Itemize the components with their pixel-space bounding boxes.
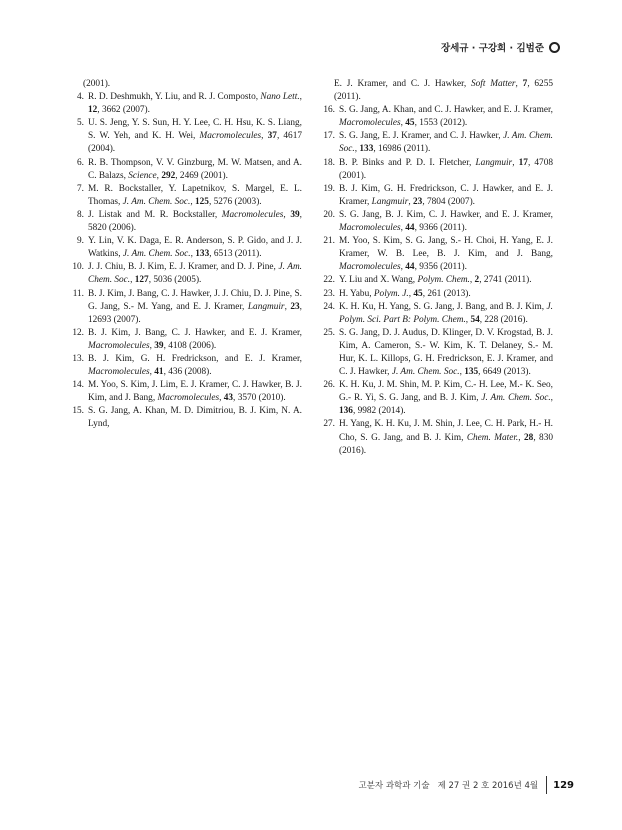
reference-item xyxy=(70,327,302,353)
reference-segment: , 6649 (2013). xyxy=(478,367,531,378)
reference-text xyxy=(339,130,553,156)
reference-item xyxy=(70,157,302,183)
reference-text xyxy=(88,379,302,405)
reference-segment: , 5276 (2003). xyxy=(208,196,262,207)
reference-segment: M. Yoo, S. Kim, S. G. Jang, S.- H. Choi, H. Yang, E. J. Kramer, W. B. Lee, B. J. Kim, and J. Bang, xyxy=(339,236,553,260)
reference-segment: H. Yabu, xyxy=(339,288,374,299)
reference-number: 9. xyxy=(77,236,84,247)
reference-segment: , xyxy=(261,131,268,142)
reference-journal: Langmuir xyxy=(371,196,409,207)
reference-text xyxy=(339,327,553,379)
reference-number: 21. xyxy=(323,236,335,247)
reference-volume: 23 xyxy=(290,301,300,312)
reference-item xyxy=(321,183,553,209)
reference-segment: , xyxy=(465,314,471,325)
reference-journal: Macromolecules xyxy=(339,262,401,273)
reference-text xyxy=(339,301,553,327)
reference-volume: 133 xyxy=(195,249,210,260)
page-number: 129 xyxy=(553,779,574,791)
reference-text xyxy=(88,353,302,379)
reference-segment: , xyxy=(190,196,195,207)
references-right-column xyxy=(321,78,553,458)
reference-item xyxy=(321,130,553,156)
reference-item xyxy=(70,261,302,287)
reference-segment: , 830 (2016). xyxy=(339,432,553,456)
reference-number: 20. xyxy=(323,209,335,220)
reference-item xyxy=(70,405,302,431)
reference-journal: J. Am. Chem. Soc. xyxy=(122,196,191,207)
reference-number: 23. xyxy=(323,288,335,299)
reference-segment: , 436 (2008). xyxy=(163,367,212,378)
reference-segment: , xyxy=(219,393,224,404)
reference-number: 6. xyxy=(77,157,84,168)
reference-number: 15. xyxy=(72,406,84,417)
reference-item xyxy=(321,327,553,379)
reference-text xyxy=(88,157,302,183)
reference-volume: 44 xyxy=(405,223,415,234)
reference-segment: , xyxy=(400,223,406,234)
reference-text xyxy=(339,379,553,418)
reference-volume: 135 xyxy=(464,367,479,378)
reference-segment: , xyxy=(400,262,406,273)
reference-text xyxy=(88,288,302,327)
reference-journal: Polym. Chem. xyxy=(417,275,470,286)
reference-segment: , 9356 (2011). xyxy=(414,262,467,273)
reference-segment: S. G. Jang, A. Khan, and C. J. Hawker, and E. J. Kramer, xyxy=(339,105,553,116)
reference-item xyxy=(70,91,302,117)
reference-segment: , xyxy=(518,432,525,443)
reference-journal: J. Am. Chem. Soc. xyxy=(88,262,302,286)
reference-segment: R. B. Thompson, V. V. Ginzburg, M. W. Matsen, and A. C. Balazs, xyxy=(88,157,302,181)
reference-journal: Langmuir xyxy=(475,157,513,168)
reference-number: 16. xyxy=(323,105,335,116)
reference-journal: J. Am. Chem. Soc. xyxy=(481,393,551,404)
reference-item xyxy=(321,301,553,327)
reference-item xyxy=(321,104,553,130)
reference-item xyxy=(70,117,302,156)
reference-text xyxy=(88,327,302,353)
reference-segment: , xyxy=(149,340,155,351)
reference-segment: , xyxy=(283,209,291,220)
reference-segment: B. J. Kim, G. H. Fredrickson, C. J. Hawker, and E. J. Kramer, xyxy=(339,183,553,207)
reference-number: 19. xyxy=(323,183,335,194)
reference-segment: , xyxy=(459,367,465,378)
reference-item xyxy=(70,353,302,379)
reference-segment: , xyxy=(130,275,135,286)
reference-journal: J. Am. Chem. Soc. xyxy=(122,249,191,260)
reference-volume: 133 xyxy=(359,144,374,155)
reference-item xyxy=(321,235,553,274)
reference-volume: 2 xyxy=(474,275,480,286)
reference-segment: , 12693 (2007). xyxy=(88,301,302,325)
reference-text xyxy=(339,274,553,287)
reference-segment: S. G. Jang, E. J. Kramer, and C. J. Hawker, xyxy=(339,131,504,142)
circle-bullet-icon xyxy=(549,42,560,53)
reference-volume: 39 xyxy=(154,340,164,351)
reference-number: 17. xyxy=(323,131,335,142)
reference-segment: , 4108 (2006). xyxy=(163,340,217,351)
reference-volume: 45 xyxy=(413,288,423,299)
reference-text xyxy=(83,78,302,91)
reference-segment: S. G. Jang, D. J. Audus, D. Klinger, D. V. Krogstad, B. J. Kim, A. Cameron, S.- W. Kim, K. T. Delaney, S.- M. Hur, K. L. Killops, G. H. Fredrickson, E. J. Kramer, and C. J. Hawker, xyxy=(339,327,553,378)
reference-text xyxy=(339,104,553,130)
reference-number: 22. xyxy=(323,275,335,286)
reference-text xyxy=(339,157,553,183)
reference-number: 8. xyxy=(77,209,84,220)
reference-number: 24. xyxy=(323,301,335,312)
reference-journal: Macromolecules xyxy=(157,393,220,404)
reference-volume: 44 xyxy=(405,262,415,273)
reference-volume: 39 xyxy=(290,209,300,220)
reference-segment: , 7804 (2007). xyxy=(422,196,475,207)
running-header xyxy=(441,40,560,54)
references-left-column xyxy=(70,78,302,432)
reference-segment: , 1553 (2012). xyxy=(414,118,468,129)
reference-journal: Science xyxy=(128,170,157,181)
reference-segment: , 9982 (2014). xyxy=(352,406,406,417)
reference-segment: , 261 (2013). xyxy=(422,288,471,299)
reference-item xyxy=(321,274,553,287)
reference-item xyxy=(321,78,553,104)
reference-segment: E. J. Kramer, and C. J. Hawker, xyxy=(334,79,471,89)
reference-segment: K. H. Ku, J. M. Shin, M. P. Kim, C.- H. Lee, M.- K. Seo, G.- R. Yi, S. G. Jang, and B. J. Kim, xyxy=(339,380,553,404)
reference-journal: Chem. Mater. xyxy=(466,432,519,443)
reference-item xyxy=(70,78,302,91)
reference-segment: , 3570 (2010). xyxy=(233,393,286,404)
reference-segment: , 5036 (2005). xyxy=(148,275,202,286)
reference-segment: S. G. Jang, A. Khan, M. D. Dimitriou, B. J. Kim, N. A. Lynd, xyxy=(88,406,302,430)
reference-segment: K. H. Ku, H. Yang, S. G. Jang, J. Bang, and B. J. Kim, xyxy=(339,301,547,312)
reference-item xyxy=(70,235,302,261)
reference-segment: , 5820 (2006). xyxy=(88,209,302,234)
reference-segment: Y. Liu and X. Wang, xyxy=(339,275,418,286)
reference-item xyxy=(321,288,553,301)
reference-journal: J. Polym. Sci. Part B: Polym. Chem. xyxy=(339,301,553,325)
reference-volume: 37 xyxy=(267,131,277,142)
reference-segment: U. S. Jeng, Y. S. Sun, H. Y. Lee, C. H. Hsu, K. S. Liang, S. W. Yeh, and K. H. Wei, xyxy=(88,118,302,142)
reference-volume: 45 xyxy=(405,118,415,129)
footer-journal: 고분자 과학과 기술 xyxy=(358,781,430,791)
reference-text xyxy=(339,288,553,301)
reference-journal: Macromolecules xyxy=(339,223,401,234)
reference-item xyxy=(70,183,302,209)
reference-number: 12. xyxy=(72,327,84,338)
reference-segment: B. J. Kim, J. Bang, C. J. Hawker, J. J. Chiu, D. J. Pine, S. G. Jang, S.- M. Yang, and E. J. Kramer, xyxy=(88,288,302,312)
reference-volume: 28 xyxy=(524,432,534,443)
reference-segment: (2001). xyxy=(83,79,111,89)
reference-segment: , xyxy=(190,249,196,260)
reference-segment: , xyxy=(400,118,406,129)
reference-segment: , xyxy=(408,288,414,299)
reference-volume: 17 xyxy=(518,157,528,168)
reference-segment: Y. Lin, V. K. Daga, E. R. Anderson, S. P. Gido, and J. J. Watkins, xyxy=(88,236,302,260)
reference-text xyxy=(339,209,553,235)
reference-segment: , 3662 (2007). xyxy=(97,105,150,116)
reference-number: 13. xyxy=(72,353,84,364)
reference-volume: 7 xyxy=(522,79,528,89)
reference-item xyxy=(321,418,553,457)
reference-text xyxy=(88,261,302,287)
reference-segment: B. P. Binks and P. D. I. Fletcher, xyxy=(339,157,476,168)
reference-journal: J. Am. Chem. Soc. xyxy=(391,367,460,378)
reference-segment: R. D. Deshmukh, Y. Liu, and R. J. Composto, xyxy=(88,92,261,103)
reference-text xyxy=(339,183,553,209)
reference-segment: , xyxy=(156,170,162,181)
reference-number: 4. xyxy=(77,92,84,103)
reference-number: 18. xyxy=(323,157,335,168)
reference-journal: Macromolecules xyxy=(221,209,284,220)
reference-number: 26. xyxy=(323,380,335,391)
reference-volume: 292 xyxy=(161,170,176,181)
reference-volume: 54 xyxy=(470,314,480,325)
reference-text xyxy=(88,183,302,209)
reference-number: 27. xyxy=(323,419,335,430)
reference-number: 25. xyxy=(323,327,335,338)
reference-segment: , xyxy=(469,275,475,286)
reference-volume: 127 xyxy=(134,275,149,286)
reference-segment: S. G. Jang, B. J. Kim, C. J. Hawker, and E. J. Kramer, xyxy=(339,209,553,220)
reference-text xyxy=(88,91,302,117)
reference-volume: 125 xyxy=(195,196,209,207)
reference-journal: Nano Lett. xyxy=(260,92,300,103)
reference-item xyxy=(321,209,553,235)
reference-segment: , xyxy=(299,92,302,103)
reference-item xyxy=(321,379,553,418)
reference-segment: , 2741 (2011). xyxy=(479,275,532,286)
reference-text xyxy=(88,117,302,156)
reference-volume: 41 xyxy=(154,367,164,378)
reference-journal: Macromolecules xyxy=(88,340,150,351)
reference-segment: , xyxy=(284,301,291,312)
reference-segment: , xyxy=(354,144,360,155)
reference-segment: , 6255 (2011). xyxy=(334,79,554,103)
reference-segment: , 4708 (2001). xyxy=(339,157,554,181)
reference-volume: 23 xyxy=(413,196,423,207)
reference-segment: , xyxy=(550,393,553,404)
reference-volume: 43 xyxy=(223,393,234,404)
reference-number: 7. xyxy=(77,183,84,194)
reference-segment: , 228 (2016). xyxy=(479,314,528,325)
reference-segment: M. Yoo, S. Kim, J. Lim, E. J. Kramer, C. J. Hawker, B. J. Kim, and J. Bang, xyxy=(88,380,302,404)
footer-issue: 제 27 권 2 호 2016년 4월 xyxy=(437,781,539,791)
reference-volume: 136 xyxy=(339,406,353,417)
reference-segment: B. J. Kim, J. Bang, C. J. Hawker, and E. J. Kramer, xyxy=(88,327,302,338)
reference-segment: , 2469 (2001). xyxy=(175,170,228,181)
reference-segment: , 16986 (2011). xyxy=(373,144,431,155)
reference-number: 11. xyxy=(72,288,84,299)
reference-number: 10. xyxy=(72,262,84,273)
reference-segment: , 6513 (2011). xyxy=(209,249,262,260)
reference-number: 14. xyxy=(72,380,84,391)
reference-volume: 12 xyxy=(88,105,98,116)
reference-journal: Langmuir xyxy=(247,301,285,312)
reference-item xyxy=(321,157,553,183)
reference-text xyxy=(339,235,553,274)
reference-journal: Polym. J. xyxy=(373,288,409,299)
reference-journal: Macromolecules xyxy=(199,131,262,142)
reference-segment: H. Yang, K. H. Ku, J. M. Shin, J. Lee, C. H. Park, H.- H. Cho, S. G. Jang, and B. J. Kim, xyxy=(339,419,553,443)
reference-segment: M. R. Bockstaller, Y. Lapetnikov, S. Margel, E. L. Thomas, xyxy=(88,183,302,207)
reference-item xyxy=(70,209,302,235)
reference-text xyxy=(88,209,302,235)
reference-item xyxy=(70,288,302,327)
page-footer xyxy=(359,776,575,794)
reference-journal: Macromolecules xyxy=(88,367,150,378)
reference-item xyxy=(70,379,302,405)
reference-text xyxy=(339,418,553,457)
reference-journal: J. Am. Chem. Soc. xyxy=(339,131,553,155)
reference-segment: B. J. Kim, G. H. Fredrickson, and E. J. Kramer, xyxy=(88,353,302,364)
reference-segment: , xyxy=(408,196,414,207)
reference-number: 5. xyxy=(77,118,84,129)
reference-segment: , xyxy=(149,367,155,378)
reference-text xyxy=(88,405,302,431)
reference-journal: Macromolecules xyxy=(339,118,401,129)
header-authors: 장세규 · 구강희 · 김범준 xyxy=(440,43,544,54)
reference-segment: J. J. Chiu, B. J. Kim, E. J. Kramer, and D. J. Pine, xyxy=(88,262,279,273)
reference-segment: J. Listak and M. R. Bockstaller, xyxy=(88,209,222,220)
reference-segment: , xyxy=(512,157,519,168)
reference-text xyxy=(88,235,302,261)
reference-segment: , 4617 (2004). xyxy=(88,131,303,155)
footer-divider xyxy=(546,776,547,794)
reference-segment: , xyxy=(515,79,523,89)
reference-segment: , 9366 (2011). xyxy=(414,223,467,234)
reference-text xyxy=(334,78,553,104)
reference-journal: Soft Matter xyxy=(471,79,516,89)
